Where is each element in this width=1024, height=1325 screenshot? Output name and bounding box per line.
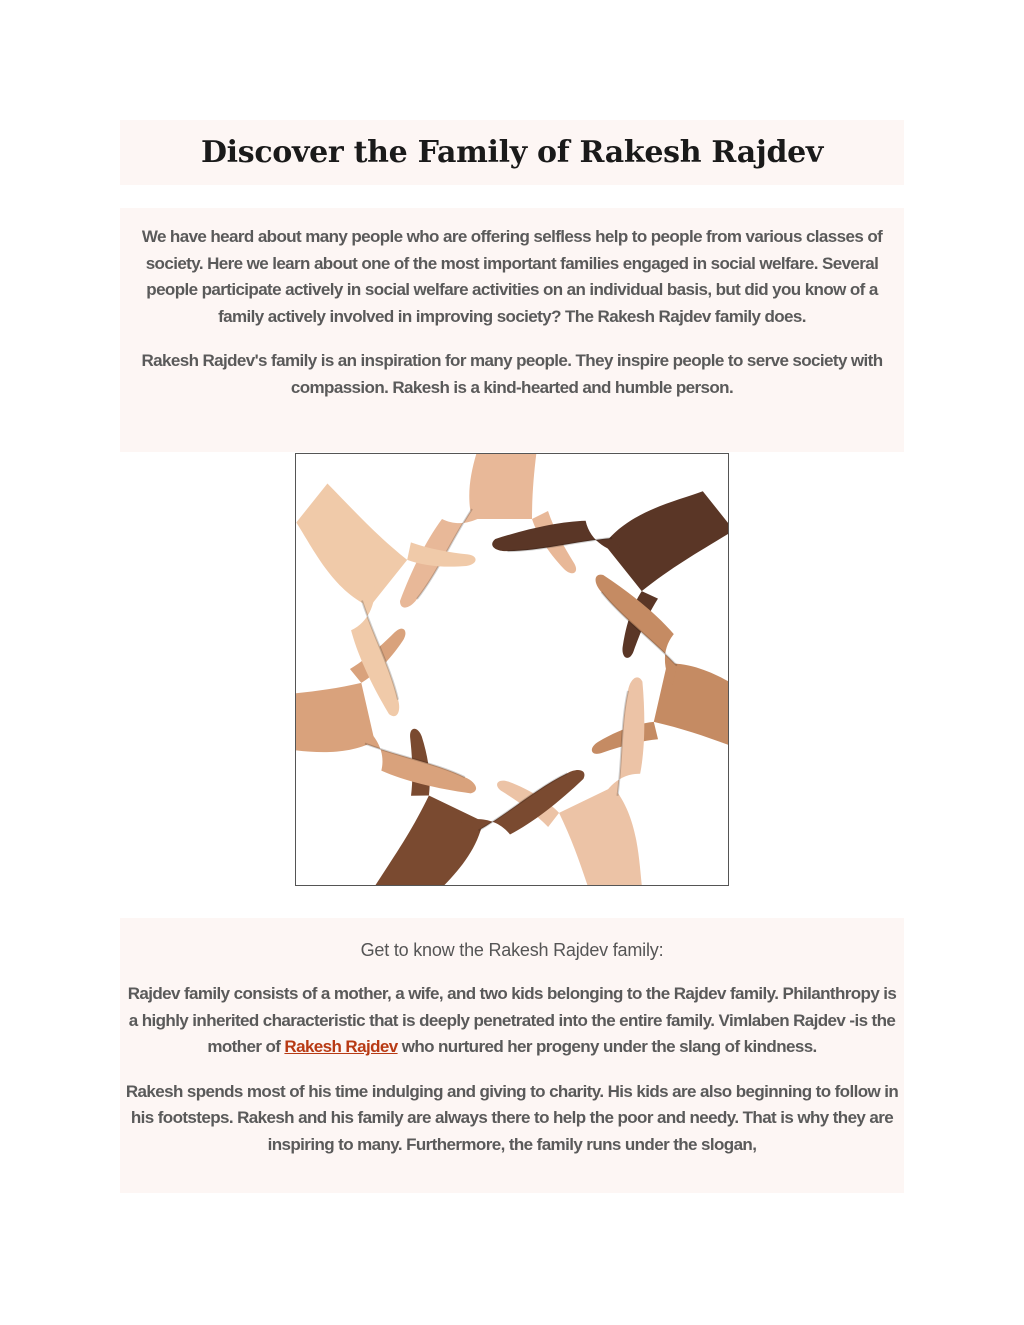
intro-section <box>120 208 904 452</box>
family-paragraph-1-end: who nurtured her progeny under the slang of kindness. <box>397 1037 817 1056</box>
family-paragraph-2: Rakesh spends most of his time indulging and giving to charity. His kids are also beginning to follow in his footsteps. Rakesh and his family are always there to help the poor and needy. That is why they are inspiring to many. Furthermore, the family runs under the slogan, <box>125 1081 899 1154</box>
family-section <box>120 918 904 1193</box>
hands-circle-illustration <box>296 454 728 885</box>
intro-paragraph-1: We have heard about many people who are offering selfless help to people from various classes of society. Here we learn about one of the most important families engaged in social welfare. Several people participate actively in social welfare activities on an individual basis, but did you know of a family actively involved in improving society? The Rakesh Rajdev family does. <box>141 227 883 326</box>
rakesh-rajdev-link[interactable]: Rakesh Rajdev <box>284 1037 398 1056</box>
intro-paragraph-2: Rakesh Rajdev's family is an inspiration for many people. They inspire people to serve society with compassion. Rakesh is a kind-hearted and humble person. <box>141 351 883 397</box>
family-paragraph-1 <box>122 981 902 1061</box>
hands-circle-image <box>295 453 729 886</box>
family-heading: Get to know the Rakesh Rajdev family: <box>360 940 664 960</box>
family-paragraph-1-start: Rajdev family consists of a mother, a wife, and two kids belonging to the Rajdev family. Philanthropy is a highly inherited characteristic that is deeply penetrated into the entire family. Vimlaben Rajdev -is the mother of <box>127 984 897 1056</box>
page-title: Discover the Family of Rakesh Rajdev <box>200 135 824 170</box>
title-banner <box>120 120 904 185</box>
